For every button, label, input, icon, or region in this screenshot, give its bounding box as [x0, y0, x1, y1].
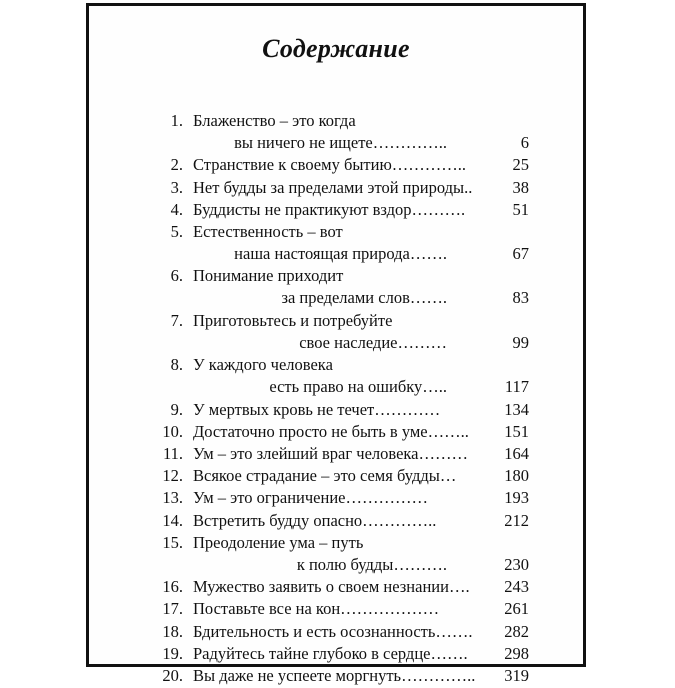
- entry-page-number: 117: [504, 377, 529, 397]
- toc-entry: [117, 644, 529, 666]
- entry-number: 13.: [162, 488, 183, 508]
- entry-number: 8.: [170, 355, 183, 375]
- entry-page-number: 282: [504, 621, 529, 641]
- entry-number: 19.: [162, 643, 183, 663]
- entry-title-continued: есть право на ошибку…..: [269, 377, 447, 397]
- toc-entry: [117, 666, 529, 688]
- entry-title: Мужество заявить о своем незнании….: [193, 577, 470, 597]
- toc-entry: [117, 533, 529, 577]
- entry-title-continued: за пределами слов…….: [281, 288, 447, 308]
- toc-entry: [117, 511, 529, 533]
- entry-title: Поставьте все на кон………………: [193, 599, 440, 619]
- entry-title: Естественность – вот: [193, 222, 343, 241]
- toc-entry: [117, 222, 529, 266]
- entry-title-continued: свое наследие………: [299, 332, 447, 352]
- entry-title: Нет будды за пределами этой природы..: [193, 177, 473, 197]
- entry-page-number: 243: [504, 577, 529, 597]
- entry-page-number: 83: [512, 288, 529, 308]
- entry-page-number: 319: [504, 666, 529, 685]
- entry-number: 5.: [170, 222, 183, 241]
- toc-entry: [117, 111, 529, 155]
- entry-page-number: 193: [504, 488, 529, 508]
- entry-title: Ум – это злейший враг человека………: [193, 444, 468, 463]
- entry-number: 7.: [170, 310, 183, 330]
- entry-number: 1.: [170, 111, 183, 130]
- toc-entry: [117, 599, 529, 621]
- entry-title: Блаженство – это когда: [193, 111, 356, 130]
- entry-title: Преодоление ума – путь: [193, 532, 364, 552]
- table-of-contents: [89, 6, 583, 685]
- entry-page-number: 67: [512, 244, 529, 263]
- entry-page-number: 38: [512, 177, 529, 197]
- entry-number: 16.: [162, 577, 183, 597]
- entry-title: Вы даже не успеете моргнуть…………..: [193, 666, 476, 685]
- entry-title: Ум – это ограничение……………: [193, 488, 428, 508]
- toc-entry: [117, 355, 529, 399]
- entry-page-number: 212: [504, 510, 529, 530]
- entry-number: 20.: [162, 666, 183, 685]
- toc-entry: [117, 622, 529, 644]
- entry-page-number: 230: [504, 554, 529, 574]
- entry-number: 4.: [170, 199, 183, 219]
- entry-number: 9.: [170, 399, 183, 419]
- toc-entry: [117, 488, 529, 510]
- entry-number: 18.: [162, 621, 183, 641]
- toc-entry: [117, 466, 529, 488]
- entry-title: У каждого человека: [193, 355, 333, 375]
- toc-entry: [117, 178, 529, 200]
- entry-number: 11.: [162, 444, 183, 463]
- entry-number: 14.: [162, 510, 183, 530]
- entry-title: Странствие к своему бытию…………..: [193, 155, 467, 175]
- entry-number: 12.: [162, 466, 183, 486]
- entry-page-number: 151: [504, 421, 529, 441]
- entry-title-continued: наша настоящая природа…….: [234, 244, 447, 263]
- entry-title-continued: вы ничего не ищете…………..: [234, 133, 447, 152]
- entry-title-continued: к полю будды……….: [296, 554, 447, 574]
- entry-page-number: 180: [504, 466, 529, 486]
- toc-entry: [117, 200, 529, 222]
- entry-number: 3.: [170, 177, 183, 197]
- entry-page-number: 134: [504, 399, 529, 419]
- toc-entry: [117, 577, 529, 599]
- toc-entry: [117, 444, 529, 466]
- entry-page-number: 25: [512, 155, 529, 175]
- page-frame: [86, 3, 586, 685]
- toc-entry: [117, 266, 529, 310]
- toc-entry: [117, 155, 529, 177]
- entry-title: Всякое страдание – это семя будды…: [193, 466, 457, 486]
- entry-page-number: 51: [512, 199, 529, 219]
- entry-page-number: 261: [504, 599, 529, 619]
- entry-title: Понимание приходит: [193, 266, 344, 286]
- entry-page-number: 298: [504, 643, 529, 663]
- entry-title: Приготовьтесь и потребуйте: [193, 310, 393, 330]
- entry-number: 17.: [162, 599, 183, 619]
- entry-title: Бдительность и есть осознанность…….: [193, 621, 473, 641]
- entry-number: 15.: [162, 532, 183, 552]
- entry-title: Достаточно просто не быть в уме……..: [193, 421, 469, 441]
- entry-title: Встретить будду опасно…………..: [193, 510, 437, 530]
- entry-title: Радуйтесь тайне глубоко в сердце…….: [193, 643, 468, 663]
- entry-page-number: 164: [504, 444, 529, 463]
- entry-number: 6.: [170, 266, 183, 286]
- toc-entry: [117, 422, 529, 444]
- entry-title: У мертвых кровь не течет…………: [193, 399, 441, 419]
- toc-entry: [117, 311, 529, 355]
- entry-number: 2.: [170, 155, 183, 175]
- entry-page-number: 6: [520, 133, 529, 152]
- toc-entry: [117, 400, 529, 422]
- entry-number: 10.: [162, 421, 183, 441]
- entry-title: Буддисты не практикуют вздор……….: [193, 199, 466, 219]
- entry-page-number: 99: [512, 332, 529, 352]
- page-title: Содержание: [262, 34, 410, 63]
